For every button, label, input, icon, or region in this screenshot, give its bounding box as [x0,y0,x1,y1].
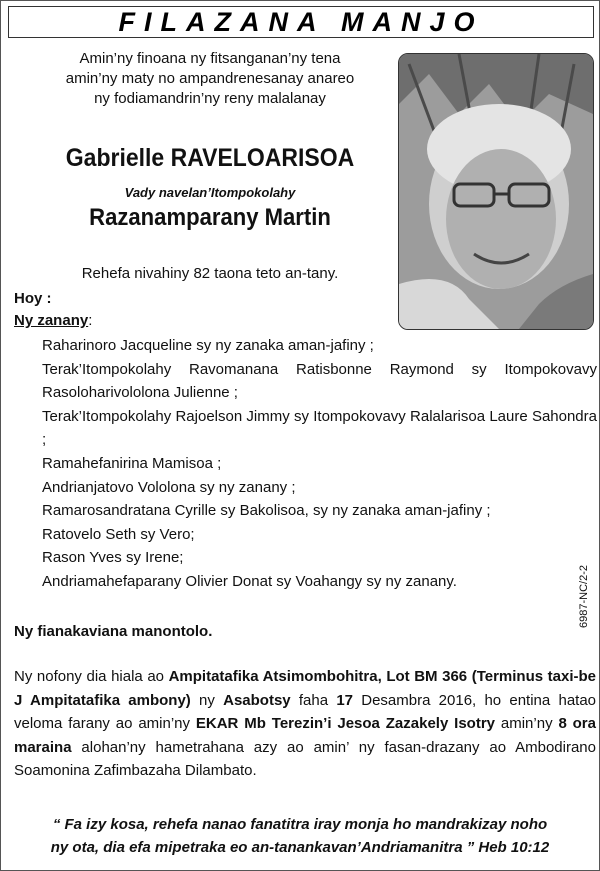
funeral-date-number: 17 [336,691,354,709]
funeral-church: EKAR Mb Terezin’i Jesoa Zazakely Isotry [195,715,496,732]
spouse-name: Razanamparany Martin [89,204,331,231]
funeral-text: ny [190,691,224,709]
portrait-illustration [399,54,593,329]
children-colon: : [88,312,93,329]
funeral-text: Ny nofony dia hiala ao [14,668,169,685]
list-item: Andriamahefaparany Olivier Donat sy Voahangy sy ny zanany. [42,572,457,590]
portrait-photo [398,53,594,330]
list-item: Ratovelo Seth sy Vero; [42,525,195,543]
list-item: Terak’Itompokolahy Ravomanana Ratisbonne Raymond sy Itompokovavy Rasoloharivololona Julienne ; [42,360,597,402]
list-item: Terak’Itompokolahy Rajoelson Jimmy sy Itompokovavy Ralalarisoa Laure Sahondra ; [42,407,597,449]
hoy-label: Hoy : [14,290,52,307]
list-item: Andrianjatovo Vololona sy ny zanany ; [42,478,296,496]
funeral-address: Ampitatafika Atsimombohitra, Lot BM 366 (Terminus taxi-be J Ampitatafika ambony) [14,668,596,709]
list-item: Raharinoro Jacqueline sy ny zanaka aman-jafiny ; [42,337,374,354]
list-item: Ramahefanirina Mamisoa ; [42,454,222,472]
children-list [42,334,597,594]
deceased-name: Gabrielle RAVELOARISOA [65,144,355,172]
intro-line: Amin’ny finoana ny fitsanganan’ny tena [79,50,341,67]
funeral-text: amin’ny [495,715,559,732]
children-heading [14,312,92,329]
funeral-text: faha [290,691,337,709]
bible-quote [10,813,590,859]
quote-line: ny ota, dia efa mipetraka eo an-tanankavan’Andriamanitra ” Heb 10:12 [50,839,550,856]
intro-line: amin’ny maty no ampandrenesanay anareo [65,70,355,87]
funeral-paragraph [14,665,596,783]
list-item: Rason Yves sy Irene; [42,549,184,567]
spouse-label: Vady navelan’Itompokolahy [124,185,296,200]
header-title: FILAZANA MANJO [118,6,484,37]
header-banner [8,6,594,38]
funeral-text: alohan’ny hametrahana azy ao amin’ ny fasan-drazany ao Ambodirano Soamonina Zafimbazaha Dilambato. [14,738,596,779]
intro-line: ny fodiamandrin’ny reny malalanay [94,90,326,107]
family-signature: Ny fianakaviana manontolo. [14,623,213,640]
quote-line: “ Fa izy kosa, rehefa nanao fanatitra iray monja ho mandrakizay noho [52,816,548,833]
reference-code: 6987-NC/2-2 [578,565,590,628]
funeral-time: 8 ora maraina [14,715,596,756]
funeral-text: Desambra 2016, ho entina hatao veloma farany ao amin’ny [14,691,597,732]
list-item: Ramarosandratana Cyrille sy Bakolisoa, sy ny zanaka aman-jafiny ; [42,502,491,520]
age-text: Rehefa nivahiny 82 taona teto an-tany. [81,265,339,282]
intro-text [25,49,395,109]
funeral-day: Asabotsy [223,691,291,709]
children-label: Ny zanany [14,312,89,329]
